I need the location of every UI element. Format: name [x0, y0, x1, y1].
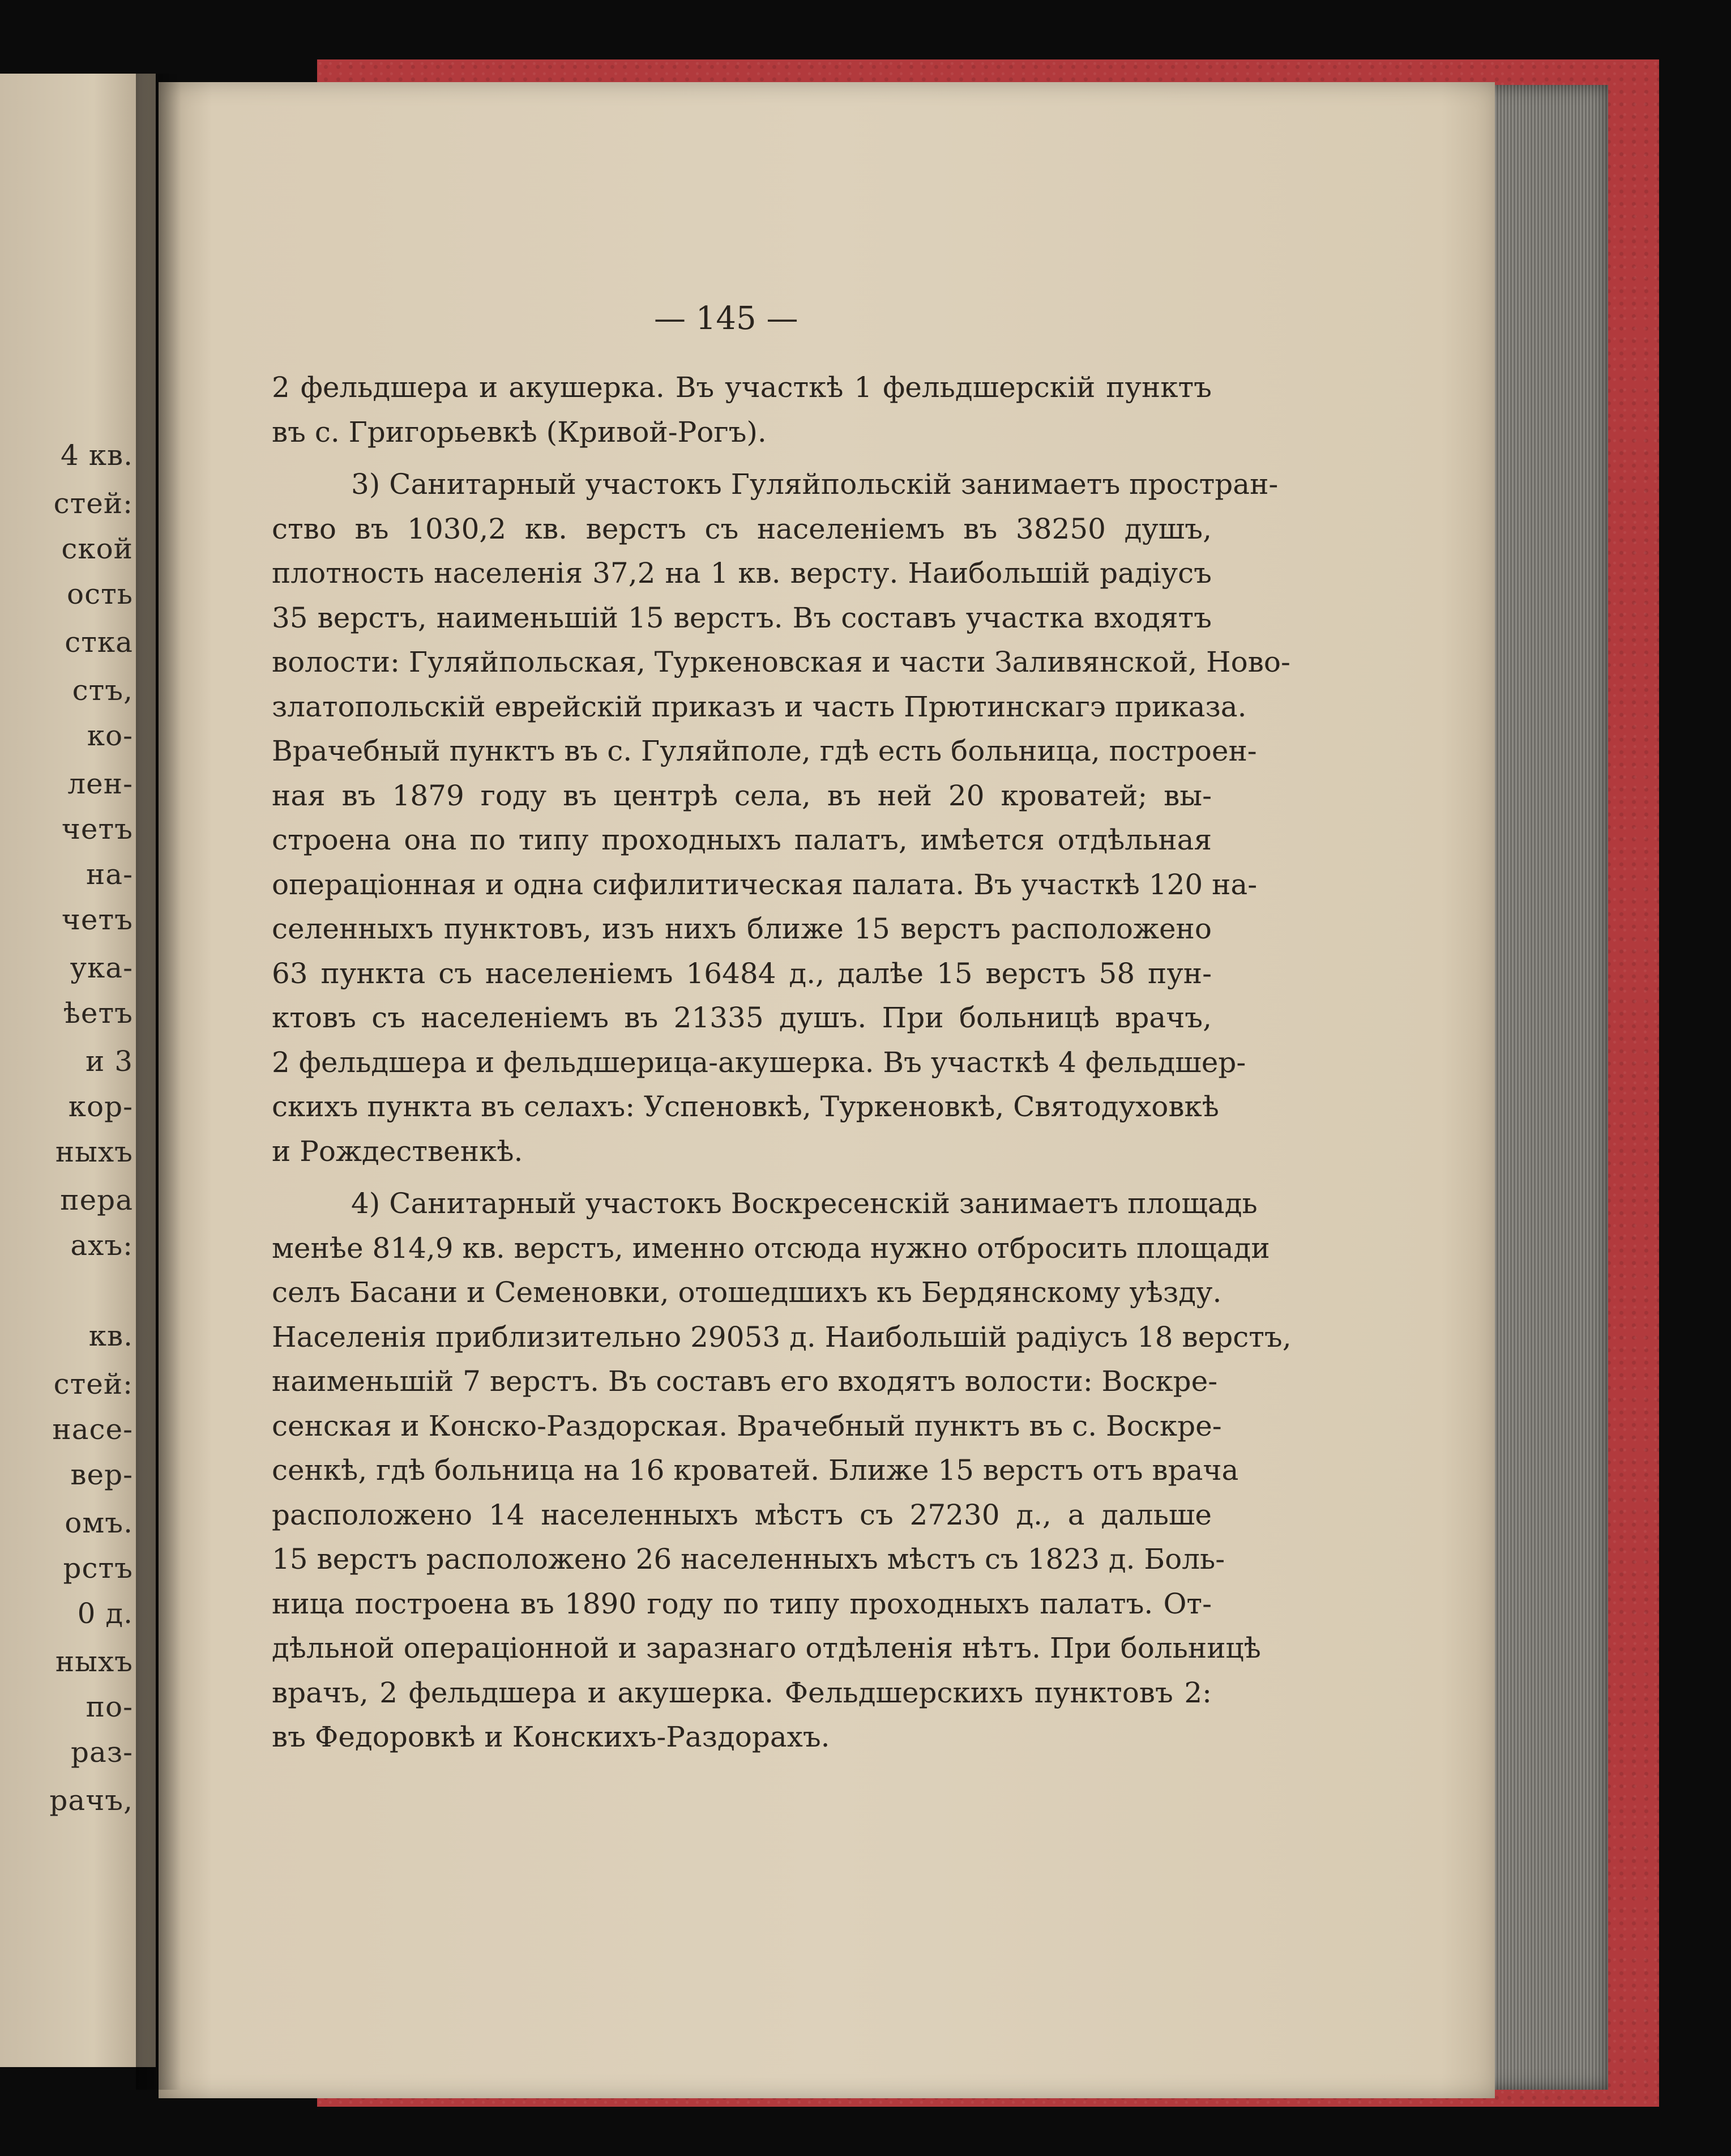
left-page-fragment: стей:	[53, 487, 133, 520]
text-line: въ с. Григорьевкѣ (Кривой-Рогъ).	[272, 415, 767, 449]
text-line: наименьшій 7 верстъ. Въ составъ его входятъ волости: Воскре-	[272, 1365, 1218, 1398]
text-block	[272, 365, 1292, 1760]
left-page-fragment: 0 д.	[77, 1597, 133, 1630]
left-page-fragment: ской	[61, 532, 133, 565]
left-page-fragment: ныхъ	[55, 1135, 133, 1168]
left-page-fragment: по-	[86, 1690, 133, 1723]
text-line: волости: Гуляйпольская, Туркеновская и части Заливянской, Ново-	[272, 646, 1290, 678]
left-page-fragment: стка	[65, 626, 133, 659]
left-page-fragment: рачъ,	[49, 1784, 133, 1817]
left-page-fragment: кор-	[68, 1090, 133, 1123]
text-line: 35 верстъ, наименьшій 15 верстъ. Въ составъ участка входятъ	[272, 601, 1212, 634]
left-page-fragment: рстъ	[63, 1552, 133, 1585]
left-page-fragment: четъ	[61, 813, 133, 846]
text-line: врачъ, 2 фельдшера и акушерка. Фельдшерскихъ пунктовъ 2:	[272, 1676, 1212, 1709]
text-line: сенкѣ, гдѣ больница на 16 кроватей. Ближе 15 верстъ отъ врача	[272, 1454, 1239, 1487]
left-page-fragment: стей:	[53, 1368, 133, 1401]
text-line: скихъ пункта въ селахъ: Успеновкѣ, Туркеновкѣ, Святодуховкѣ	[272, 1090, 1219, 1123]
left-page-fragment: вер-	[70, 1458, 133, 1491]
left-page-fragment: омъ.	[65, 1506, 133, 1539]
left-page-fragment: ныхъ	[55, 1645, 133, 1678]
left-page-fragment: четъ	[61, 903, 133, 936]
text-line: Населенія приблизительно 29053 д. Наибольшій радіусъ 18 верстъ,	[272, 1320, 1292, 1354]
text-line: ница построена въ 1890 году по типу проходныхъ палатъ. От-	[272, 1587, 1212, 1620]
page-edges	[1478, 85, 1608, 2090]
left-page-fragment: стъ,	[72, 674, 133, 707]
text-line: 4) Санитарный участокъ Воскресенскій занимаетъ площадь	[351, 1187, 1258, 1220]
text-line: плотность населенія 37,2 на 1 кв. версту. Наибольшій радіусъ	[272, 557, 1212, 590]
text-line: расположено 14 населенныхъ мѣстъ съ 27230 д., а дальше	[272, 1498, 1212, 1531]
text-line: ктовъ съ населеніемъ въ 21335 душъ. При больницѣ врачъ,	[272, 1001, 1212, 1034]
text-line: ная въ 1879 году въ центрѣ села, въ ней 20 кроватей; вы-	[272, 779, 1212, 812]
text-line: селъ Басани и Семеновки, отошедшихъ къ Бердянскому уѣзду.	[272, 1276, 1222, 1309]
page-number: — 145 —	[654, 300, 798, 337]
left-page-fragment: ука-	[70, 951, 133, 984]
text-line: 2 фельдшера и фельдшерица-акушерка. Въ участкѣ 4 фельдшер-	[272, 1045, 1246, 1079]
text-line: сенская и Конско-Раздорская. Врачебный пунктъ въ с. Воскре-	[272, 1409, 1222, 1442]
text-line: дѣльной операціонной и заразнаго отдѣленія нѣтъ. При больницѣ	[272, 1632, 1261, 1664]
text-line: 15 верстъ расположено 26 населенныхъ мѣстъ съ 1823 д. Боль-	[272, 1543, 1225, 1576]
text-line: ство въ 1030,2 кв. верстъ съ населеніемъ въ 38250 душъ,	[272, 512, 1212, 545]
text-line: операціонная и одна сифилитическая палата. Въ участкѣ 120 на-	[272, 868, 1258, 901]
text-line: строена она по типу проходныхъ палатъ, имѣется отдѣльная	[272, 823, 1212, 856]
text-line: златопольскій еврейскій приказъ и часть Прютинскагэ приказа.	[272, 690, 1247, 723]
text-line: 3) Санитарный участокъ Гуляйпольскій занимаетъ простран-	[351, 468, 1279, 501]
left-page-fragment: ахъ:	[70, 1229, 133, 1262]
text-line: менѣе 814,9 кв. верстъ, именно отсюда нужно отбросить площади	[272, 1231, 1270, 1265]
left-page-fragment: насе-	[52, 1413, 133, 1446]
left-page-fragment: и 3	[85, 1045, 133, 1078]
left-page-fragment: ѣетъ	[63, 997, 133, 1030]
left-page-fragment: 4 кв.	[61, 439, 133, 472]
text-line: и Рождественкѣ.	[272, 1134, 523, 1168]
spine-shadow	[136, 74, 181, 2090]
left-page	[0, 74, 156, 2067]
left-page-fragment: ость	[67, 578, 133, 610]
paragraph-gap	[272, 1173, 1212, 1181]
text-line: 63 пункта съ населеніемъ 16484 д., далѣе 15 верстъ 58 пун-	[272, 957, 1212, 990]
left-page-fragment: лен-	[67, 767, 133, 800]
text-line: 2 фельдшера и акушерка. Въ участкѣ 1 фельдшерскій пунктъ	[272, 371, 1212, 404]
text-line: Врачебный пунктъ въ с. Гуляйполе, гдѣ есть больница, построен-	[272, 735, 1257, 767]
left-page-fragment: пера	[60, 1184, 133, 1216]
left-page-fragment: ко-	[87, 719, 133, 752]
text-line: въ Федоровкѣ и Конскихъ-Раздорахъ.	[272, 1720, 830, 1753]
left-page-fragment: раз-	[71, 1736, 133, 1769]
text-line: селенныхъ пунктовъ, изъ нихъ ближе 15 верстъ расположено	[272, 912, 1212, 945]
paragraph-gap	[272, 454, 1212, 462]
left-page-fragment: кв.	[88, 1320, 133, 1352]
left-page-fragment: на-	[86, 858, 133, 891]
